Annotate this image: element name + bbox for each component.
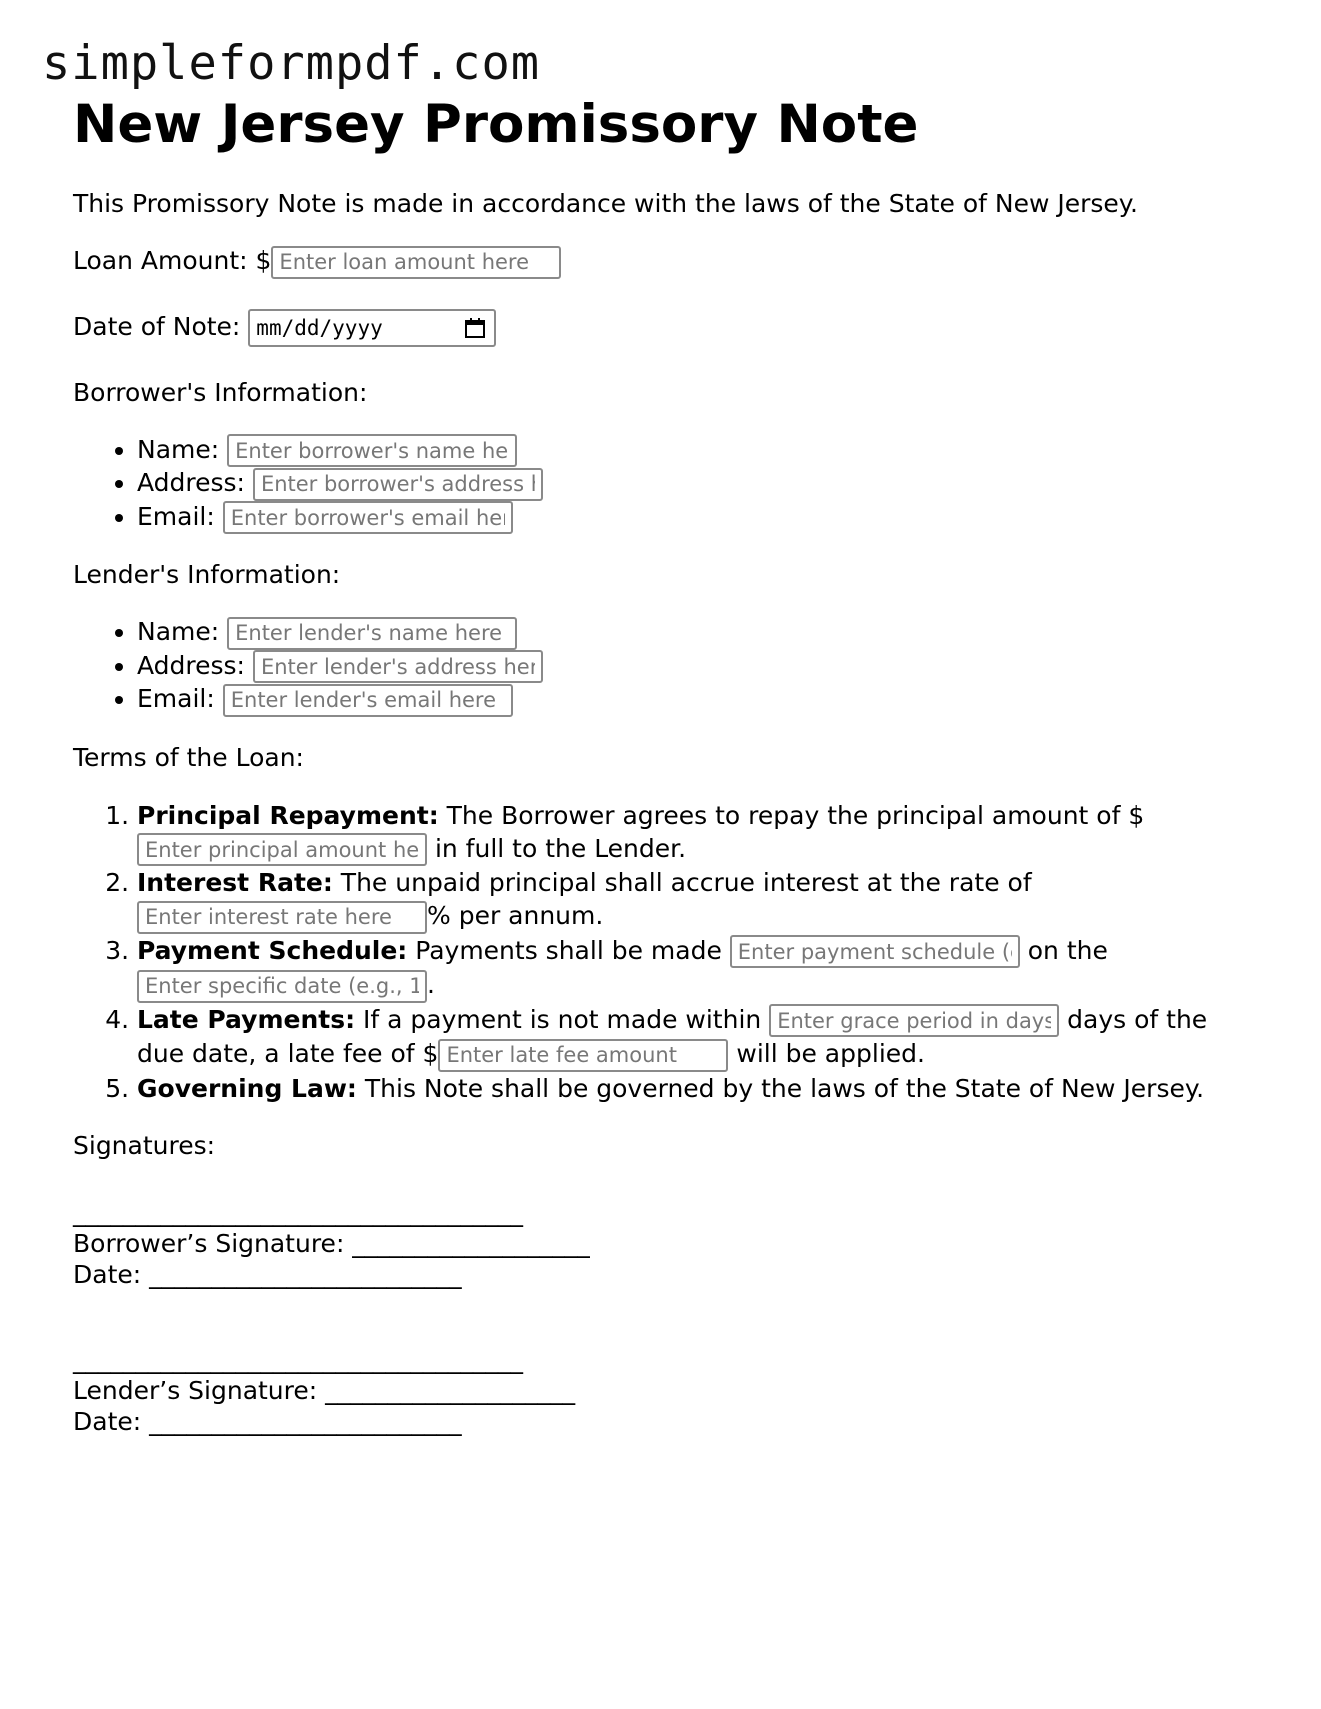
late-fee-input[interactable]	[438, 1039, 728, 1072]
date-of-note-row	[73, 309, 1253, 347]
term-late-text: If a payment is not made within	[355, 1004, 770, 1034]
signature-spacer	[73, 1290, 1253, 1344]
terms-list	[73, 799, 1253, 1105]
term-schedule-text-middle: on the	[1019, 935, 1108, 965]
calendar-icon[interactable]	[464, 317, 486, 339]
borrower-signature-label: Borrower’s Signature: ___________________	[73, 1228, 590, 1258]
page-title: New Jersey Promissory Note	[73, 94, 919, 155]
borrower-address-label: Address:	[137, 468, 253, 497]
term-interest-text-after: % per annum.	[427, 901, 604, 930]
term-interest-title: Interest Rate:	[137, 868, 333, 897]
term-law-text: This Note shall be governed by the laws of the State of New Jersey.	[356, 1073, 1205, 1103]
grace-period-input[interactable]	[769, 1004, 1059, 1037]
borrower-email-input[interactable]	[223, 501, 513, 534]
lender-name-item	[137, 616, 1253, 650]
signature-block	[73, 1197, 1253, 1437]
lender-address-input[interactable]	[253, 650, 543, 683]
loan-amount-row	[73, 245, 1253, 279]
borrower-info-list	[73, 434, 1253, 535]
term-interest	[137, 866, 1253, 934]
term-schedule-text-after: .	[427, 970, 435, 999]
lender-date-label: Date: _________________________	[73, 1406, 462, 1436]
terms-heading: Terms of the Loan:	[73, 742, 304, 772]
term-schedule	[137, 934, 1253, 1003]
signatures-heading: Signatures:	[73, 1130, 216, 1160]
term-interest-text: The unpaid principal shall accrue interest at the rate of	[332, 868, 1032, 897]
term-law	[137, 1072, 1253, 1105]
lender-email-item	[137, 683, 1253, 717]
borrower-address-item	[137, 467, 1253, 501]
term-late-title: Late Payments:	[137, 1004, 356, 1034]
specific-date-input[interactable]	[137, 970, 427, 1003]
loan-amount-label: Loan Amount: $	[73, 246, 272, 275]
lender-name-label: Name:	[137, 617, 228, 646]
term-principal-text-after: in full to the Lender.	[427, 833, 687, 863]
borrower-heading: Borrower's Information:	[73, 377, 368, 407]
term-schedule-text: Payments shall be made	[407, 935, 730, 965]
term-schedule-title: Payment Schedule:	[137, 935, 408, 965]
borrower-email-label: Email:	[137, 501, 223, 531]
lender-signature-label: Lender’s Signature: ____________________	[73, 1375, 576, 1405]
interest-rate-input[interactable]	[137, 901, 427, 934]
borrower-name-input[interactable]	[227, 434, 517, 467]
lender-address-item	[137, 650, 1253, 684]
borrower-email-item	[137, 501, 1253, 535]
principal-amount-input[interactable]	[137, 833, 427, 866]
term-late-text-middle: days of the due date, a late fee of $	[137, 1004, 1208, 1068]
lender-email-label: Email:	[137, 684, 223, 713]
borrower-name-label: Name:	[137, 434, 228, 464]
date-placeholder: mm/dd/yyyy	[256, 315, 383, 340]
term-principal	[137, 799, 1253, 867]
borrower-date-label: Date: _________________________	[73, 1259, 462, 1289]
borrower-signature-line: ____________________________________	[73, 1197, 523, 1227]
date-of-note-input[interactable]	[248, 309, 496, 347]
intro-text: This Promissory Note is made in accordance with the laws of the State of New Jersey.	[73, 189, 1138, 218]
term-principal-text: The Borrower agrees to repay the principal amount of $	[438, 800, 1145, 830]
loan-amount-input[interactable]	[271, 246, 561, 279]
borrower-address-input[interactable]	[253, 468, 543, 501]
lender-heading: Lender's Information:	[73, 560, 341, 589]
lender-address-label: Address:	[137, 650, 253, 680]
borrower-name-item	[137, 434, 1253, 468]
term-law-title: Governing Law:	[137, 1073, 357, 1103]
payment-schedule-input[interactable]	[730, 935, 1020, 968]
lender-signature-line: ____________________________________	[73, 1344, 523, 1374]
watermark: simpleformpdf.com	[42, 36, 541, 91]
lender-email-input[interactable]	[223, 684, 513, 717]
term-late	[137, 1003, 1253, 1072]
term-principal-title: Principal Repayment:	[137, 800, 439, 830]
promissory-note-form	[73, 92, 1253, 1437]
lender-name-input[interactable]	[227, 617, 517, 650]
term-late-text-after: will be applied.	[728, 1039, 925, 1068]
lender-info-list	[73, 616, 1253, 717]
date-of-note-label: Date of Note:	[73, 311, 249, 341]
